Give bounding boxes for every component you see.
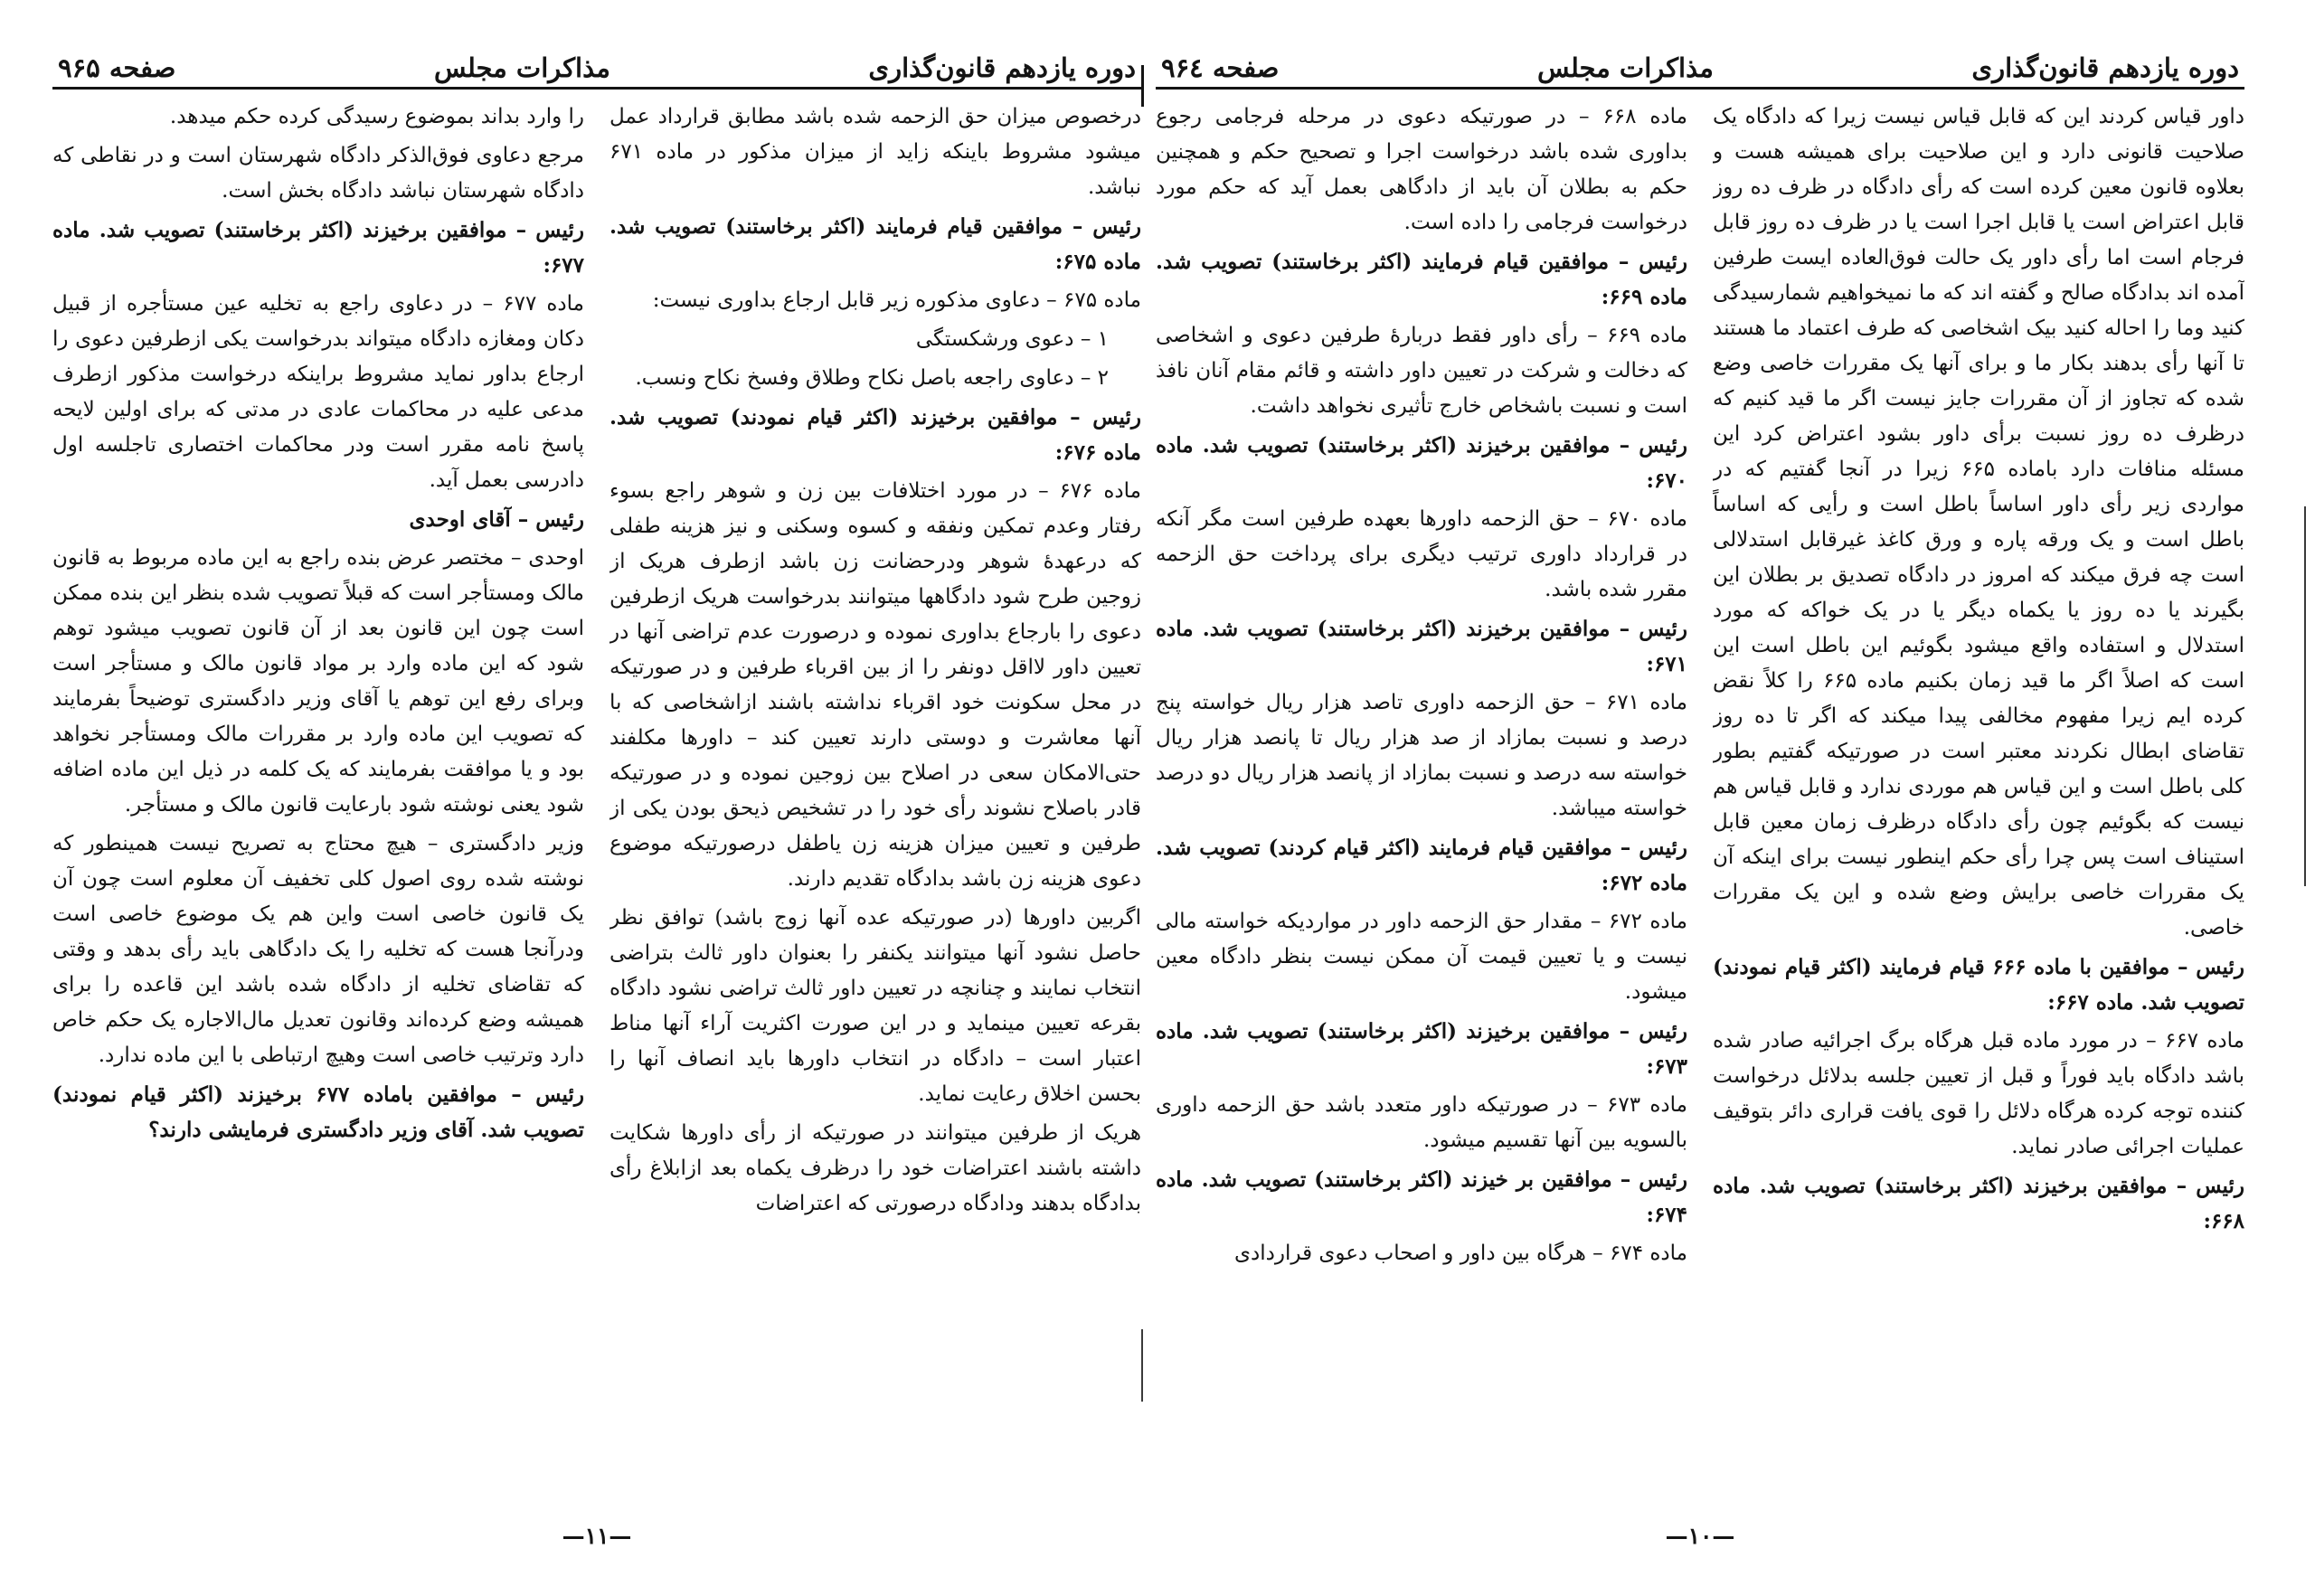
page-964: [1147, 0, 2254, 1596]
header-session: دوره یازدهم قانون‌گذاری: [1971, 52, 2239, 83]
chair-statement: رئیس – موافقین برخیزند (اکثر برخاستند) تصویب شد. ماده ۶۷۷:: [52, 218, 584, 278]
column-first: [609, 99, 1141, 1483]
article-paragraph: ماده ۶۶۷ – در مورد ماده قبل هرگاه برگ اجرائیه صادر شده باشد دادگاه باید فوراً و قبل از تعیین جلسه بدلائل درخواست کننده توجه کرده هرگاه دلائل را قوی یافت قراری دائر بتوقیف عملیات اجرائی صادر نماید.: [1713, 1029, 2244, 1158]
column-first: [1713, 99, 2244, 1483]
page-footer-number: —۱۱—: [562, 1523, 632, 1549]
paragraph: هریک از طرفین میتوانند در صورتیکه از رأی داورها شکایت داشته باشند اعتراضات خود را درظرف یکماه بعد ازابلاغ رأی بدادگاه بدهند ودادگاه درصورتی که اعتراضات: [609, 1121, 1141, 1215]
article-paragraph: ماده ۶۷۰ – حق الزحمه داورها بعهده طرفین است مگر آنکه در قرارداد داوری ترتیب دیگری برای پرداخت حق الزحمه مقرر شده باشد.: [1156, 507, 1687, 601]
article-paragraph: ماده ۶۷۴ – هرگاه بین داور و اصحاب دعوی قراردادی: [1234, 1242, 1687, 1265]
list-item: ۲ – دعاوی راجعه باصل نکاح وطلاق وفسخ نکاح ونسب.: [635, 366, 1109, 390]
article-paragraph: ماده ۶۷۵ – دعاوی مذکوره زیر قابل ارجاع بداوری نیست:: [652, 288, 1141, 312]
minister-statement: وزیر دادگستری – هیچ محتاج به تصریح نیست همینطور که نوشته شده روی اصول کلی تخفیف آن معلوم است چون آن یک قانون خاصی است واین هم یک موضوع خاصی است ودرآنجا هست که تخلیه را یک دادگاهی باید رأی بدهد و وقتی که تقاضای تخلیه از دادگاه شده باشد این قاعده را برای همیشه وضع کرده‌اند وقانون تعدیل مال‌الاجاره یک حکم خاص دارد وترتیب خاصی است وهیچ ارتباطی با این ماده ندارد.: [52, 832, 584, 1067]
header-rule: [1156, 87, 2244, 90]
paragraph: داور قیاس کردند این که قابل قیاس نیست زیرا که دادگاه یک صلاحیت قانونی دارد و این صلاحیت برای همیشه هست و بعلاوه قانون معین کرده است که رأی دادگاه در ظرف ده روز قابل اعتراض است یا قابل اجرا است یا در ظرف ده روز قابل فرجام است اما رأی داور یک حالت فوق‌العاده ایست طرفین آمده اند بدادگاه صالح و گفته اند که ما نمیخواهیم شمارسیدگی کنید وما را احاله کنید بیک اشخاصی که طرف اعتماد ما هستند تا آنها رأی بدهند بکار ما و برای آنها یک مقررات خاصی وضع شده که تجاوز از آن مقررات جایز نیست اگر ما قید کنیم که درظرف ده روز نسبت برأی داور بشود اعتراض کرد این مسئله منافات دارد باماده ۶۶۵ زیرا در آنجا گفتیم که در مواردی زیر رأی داور اساساً باطل است و رأیی که اساساً باطل است و یک ورقه پاره و ورق کاغذ غیرقابل استدلالی است چه فرق میکند که امروز در دادگاه تصدیق بر بطلان این بگیرند یا ده روز یا یکماه دیگر یا در یک خواکه که مورد استدلال و استفاده واقع میشود بگوئیم این باطل است این است که اصلاً اگر ما قید زمان بکنیم ماده ۶۶۵ را کلاً نقض کرده ایم زیرا مفهوم مخالفی پیدا میکند که اگر تا ده روز تقاضای ابطال نکردند معتبر است در صورتیکه گفتیم بطور کلی باطل است و این قیاس هم موردی ندارد و قابل قیاس هم نیست که بگوئیم چون رأی دادگاه درظرف زمان معین قابل استیناف است پس چرا رأی حکم اینطور نیست برای اینکه آن یک مقررات خاصی برایش وضع شده و این یک مقررات خاصی.: [1713, 105, 2244, 940]
chair-statement: رئیس – موافقین با ماده ۶۶۶ قیام فرمایند (اکثر قیام نمودند) تصویب شد. ماده ۶۶۷:: [1713, 955, 2244, 1015]
paragraph: را وارد بداند بموضوع رسیدگی کرده حکم میدهد.: [169, 105, 584, 128]
column-second: [52, 99, 584, 1483]
page-header: [1161, 40, 2239, 81]
header-page-number: صفحه ۹۶۵: [58, 52, 176, 83]
page-footer-number: —۱۰—: [1665, 1523, 1735, 1549]
chair-statement: رئیس – موافقین قیام فرمایند (اکثر برخاستند) تصویب شد. ماده ۶۷۵:: [609, 214, 1141, 274]
header-page-number: صفحه ۹۶٤: [1161, 52, 1280, 83]
chair-statement: رئیس – موافقین برخیزند (اکثر برخاستند) تصویب شد. ماده ۶۷۱:: [1156, 617, 1687, 676]
chair-statement: رئیس – موافقین قیام فرمایند (اکثر قیام کردند) تصویب شد. ماده ۶۷۲:: [1156, 836, 1687, 895]
article-paragraph: ماده ۶۷۳ – در صورتیکه داور متعدد باشد حق الزحمه داوری بالسویه بین آنها تقسیم میشود.: [1156, 1093, 1687, 1152]
scan-mark: [1141, 1329, 1143, 1402]
chair-statement: رئیس – موافقین برخیزند (اکثر برخاستند) تصویب شد. ماده ۶۷۰:: [1156, 433, 1687, 493]
chair-statement: رئیس – موافقین قیام فرمایند (اکثر برخاستند) تصویب شد. ماده ۶۶۹:: [1156, 250, 1687, 309]
list-item: ۱ – دعوی ورشکستگی: [915, 327, 1109, 351]
column-second: [1156, 99, 1687, 1483]
scan-mark: [2304, 506, 2306, 886]
text-columns: [1156, 99, 2244, 1483]
gutter-mark: [1141, 65, 1144, 107]
article-paragraph: ماده ۶۶۹ – رأی داور فقط دربارهٔ طرفین دعوی و اشخاصی که دخالت و شرکت در تعیین داور داشته و قائم مقام آنان نافذ است و نسبت باشخاص خارج تأثیری نخواهد داشت.: [1156, 324, 1687, 418]
page-965: [43, 0, 1150, 1596]
chair-statement: رئیس – موافقین برخیزند (اکثر برخاستند) تصویب شد. ماده ۶۶۸:: [1713, 1174, 2244, 1233]
article-paragraph: ماده ۶۷۶ – در مورد اختلافات بین زن و شوهر راجع بسوء رفتار وعدم تمکین ونفقه و کسوه وسکنی و نیز هزینه طفلی که درعهدهٔ شوهر ودرحضانت زن باشد ازطرف هریک از زوجین طرح شود دادگاهها میتوانند بدرخواست هریک ازطرفین دعوی را بارجاع بداوری نموده و درصورت عدم تراضی آنها در تعیین داور لااقل دونفر را از بین اقرباء طرفین و در صورتیکه در محل سکونت خود اقرباء نداشته باشند ازاشخاصی که با آنها معاشرت و دوستی دارند تعیین کند – داورها مکلفند حتی‌الامکان سعی در اصلاح بین زوجین نموده و در صورتیکه قادر باصلاح نشوند رأی خود را در تشخیص ذیحق بودن یکی از طرفین و تعیین میزان هزینه زن یاطفل درصورتیکه موضوع دعوی هزینه زن باشد بدادگاه تقدیم دارند.: [609, 479, 1141, 891]
speaker-statement: اوحدی – مختصر عرض بنده راجع به این ماده مربوط به قانون مالک ومستأجر است که قبلاً تصویب شده بنظر این بنده ممکن است چون این قانون بعد از آن قانون تصویب میشود توهم شود که این ماده وارد بر مواد قانون مالک و مستأجر است وبرای رفع این توهم یا آقای وزیر دادگستری توضیحاً بفرمایند که تصویب این ماده وارد بر مقررات مالک ومستأجر نخواهد بود و یا موافقت بفرمایند که یک کلمه در ذیل این ماده اضافه شود یعنی نوشته شود بارعایت قانون مالک و مستأجر.: [52, 546, 584, 817]
article-paragraph: ماده ۶۶۸ – در صورتیکه دعوی در مرحله فرجامی رجوع بداوری شده باشد درخواست اجرا و تصحیح حکم و همچنین حکم به بطلان آن باید از دادگاهی بعمل آید که حکم مورد درخواست فرجامی را داده است.: [1156, 105, 1687, 234]
page-header: [58, 40, 1136, 81]
article-paragraph: ماده ۶۷۲ – مقدار حق الزحمه داور در مواردیکه خواسته مالی نیست و یا تعیین قیمت آن ممکن نیست بنظر دادگاه معین میشود.: [1156, 910, 1687, 1004]
paragraph: اگربین داورها (در صورتیکه عده آنها زوج باشد) توافق نظر حاصل نشود آنها میتوانند یکنفر را بعنوان داور ثالث بتراضی انتخاب نمایند و چنانچه در تعیین داور ثالث تراضی نشود دادگاه بقرعه تعیین مینماید و در این صورت اکثریت آراء آنها مناط اعتبار است – دادگاه در انتخاب داورها باید انصاف آنها را بحسن اخلاق رعایت نماید.: [609, 906, 1141, 1106]
paragraph: درخصوص میزان حق الزحمه شده باشد مطابق قرارداد عمل میشود مشروط باینکه زاید از میزان مذکور در ماده ۶۷۱ نباشد.: [609, 105, 1141, 199]
header-session: دوره یازدهم قانون‌گذاری: [868, 52, 1136, 83]
chair-statement: رئیس – آقای اوحدی: [409, 507, 584, 532]
header-title: مذاکرات مجلس: [433, 52, 610, 83]
header-rule: [52, 87, 1141, 90]
chair-statement: رئیس – موافقین برخیزند (اکثر برخاستند) تصویب شد. ماده ۶۷۳:: [1156, 1019, 1687, 1079]
header-title: مذاکرات مجلس: [1536, 52, 1714, 83]
chair-statement: رئیس – موافقین باماده ۶۷۷ برخیزند (اکثر قیام نمودند) تصویب شد. آقای وزیر دادگستری فرمایشی دارند؟: [52, 1082, 584, 1142]
article-paragraph: ماده ۶۷۱ – حق الزحمه داوری تاصد هزار ریال خواسته پنج درصد و نسبت بمازاد از صد هزار ریال تا پانصد هزار ریال خواسته سه درصد و نسبت بمازاد از پانصد هزار ریال دو درصد خواسته میباشد.: [1156, 691, 1687, 820]
article-paragraph: ماده ۶۷۷ – در دعاوی راجع به تخلیه عین مستأجره از قبیل دکان ومغازه دادگاه میتواند بدرخواست یکی ازطرفین دعوی را ارجاع بداور نماید مشروط براینکه درخواست مذکور ازطرف مدعی علیه در محاکمات عادی در مدتی که برای اولین لایحه پاسخ نامه مقرر است ودر محاکمات اختصاری تاجلسه اول دادرسی بعمل آید.: [52, 292, 584, 492]
text-columns: [52, 99, 1141, 1483]
paragraph: مرجع دعاوی فوق‌الذکر دادگاه شهرستان است و در نقاطی که دادگاه شهرستان نباشد دادگاه بخش است.: [52, 144, 584, 203]
chair-statement: رئیس – موافقین برخیزند (اکثر قیام نمودند) تصویب شد. ماده ۶۷۶:: [609, 405, 1141, 465]
chair-statement: رئیس – موافقین بر خیزند (اکثر برخاستند) تصویب شد. ماده ۶۷۴:: [1156, 1167, 1687, 1227]
